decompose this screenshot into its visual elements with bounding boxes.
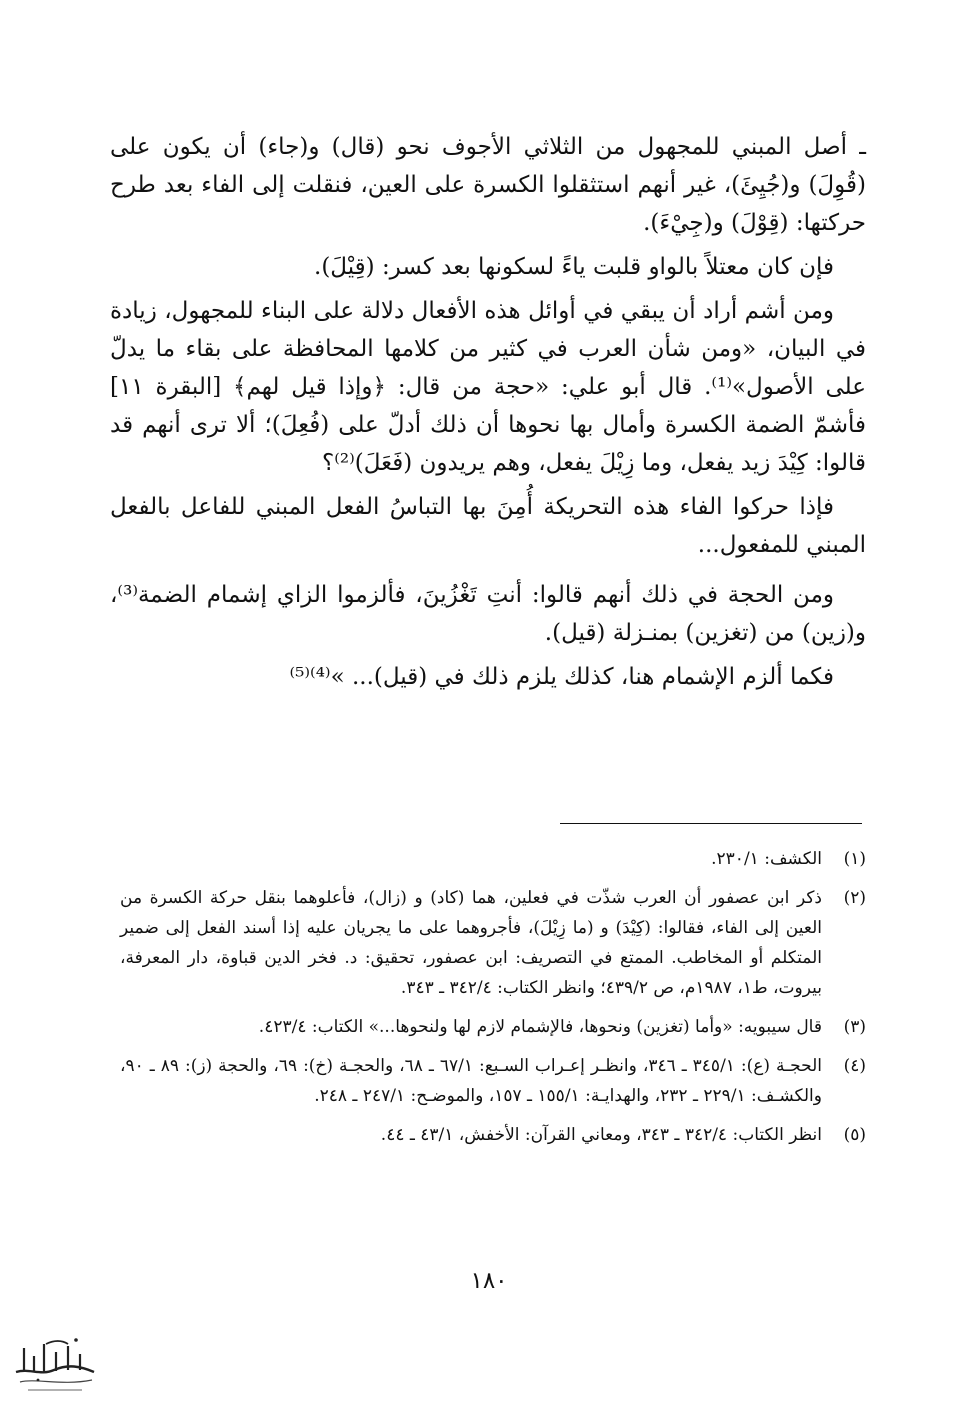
footnote-text: الحجـة (ع): ٣٤٥/١ ـ ٣٤٦، وانظـر إعـراب السـبع: ٦٧/١ ـ ٦٨، والحجـة (خ): ٦٩، والحجة (ز): ٨٩ ـ ٩٠، والكشـف: ٢٢٩/١ ـ ٢٣٢، والهدايـة: ١٥٥/١ ـ ١٥٧، والموضـح: ٢٤٧/١ ـ ٢٤٨. [120,1056,822,1106]
footnote-number: (١) [843,849,866,869]
footnote-number: (٥) [843,1125,866,1145]
paragraph-5: ومن الحجة في ذلك أنهم قالوا: أنتِ تَغْزُينَ، فألزموا الزاي إشمام الضمة⁽³⁾، و(زين) من (تغزين) بمنـزلة (قيل). [110,582,866,646]
paragraph-1: ـ أصل المبني للمجهول من الثلاثي الأجوف نحو (قال) و(جاء) أن يكون على (قُوِلَ) و(جُيِئَ)، غير أنهم استثقلوا الكسرة على العين، فنقلت إلى الفاء بعد طرح حركتها: (قِوْلَ) و(جِيْءَ). [110,134,866,236]
footnote-3 [120,1012,866,1042]
footnote-5 [120,1120,866,1150]
footnote-1 [120,844,866,874]
paragraph-6: فكما ألزم الإشمام هنا، كذلك يلزم ذلك في (قيل)... »⁽⁴⁾⁽⁵⁾ [289,664,834,690]
footnote-number: (٣) [843,1017,866,1037]
main-text [110,128,866,696]
footnote-number: (٢) [843,888,866,908]
footnote-text: الكشف: ٢٣٠/١. [711,849,822,869]
footnote-2 [120,883,866,1003]
footnote-text: انظر الكتاب: ٣٤٢/٤ ـ ٣٤٣، ومعاني القرآن: الأخفش، ٤٣/١ ـ ٤٤. [380,1125,822,1145]
footnote-number: (٤) [843,1056,866,1076]
paragraph-4: فإذا حركوا الفاء هذه التحريكة أُمِنَ بها التباسُ الفعل المبني للفاعل بالفعل المبني للمفعول... [110,494,866,558]
footnote-divider [560,823,862,824]
page-number: ١٨٠ [470,1268,508,1294]
footnote-text: قال سيبويه: «وأما (تغزين) ونحوها، فالإشمام لازم لها ولنحوها...» الكتاب: ٤٢٣/٤. [258,1017,822,1037]
footnotes [120,844,866,1159]
library-stamp-icon [10,1332,100,1406]
paragraph-3: ومن أشم أراد أن يبقي في أوائل هذه الأفعال دلالة على البناء للمجهول، زيادة في البيان، «ومن شأن العرب في كثير من كلامها المحافظة على بقاء ما يدلّ على الأصول»⁽¹⁾. قال أبو علي: «حجة من قال: ﴿وإذا قيل لهم﴾ [البقرة ١١] فأشمّ الضمة الكسرة وأمال بها نحوها أن ذلك أدلّ على (فُعِلَ)؛ ألا ترى أنهم قد قالوا: كِيْدَ زيد يفعل، وما زِيْلَ يفعل، وهم يريدون (فَعَلَ)⁽²⁾؟ [110,298,867,476]
footnote-4 [120,1051,866,1111]
footnote-text: ذكر ابن عصفور أن العرب شذّت في فعلين، هما (كاد) و (زال)، فأعلوهما بنقل حركة الكسرة من العين إلى الفاء، فقالوا: (كِيْدَ) و (ما زِيْلَ)، فأجروهما على ما يجريان عليه إذا أسند الفعل إلى ضمير المتكلم أو المخاطب. الممتع في التصريف: ابن عصفور، تحقيق: د. فخر الدين قباوة، دار المعرفة، بيروت، ط١، ١٩٨٧م، ص ٤٣٩/٢؛ وانظر الكتاب: ٣٤٢/٤ ـ ٣٤٣. [120,888,823,998]
paragraph-2: فإن كان معتلاً بالواو قلبت ياءً لسكونها بعد كسر: (قِيْلَ). [314,254,834,280]
